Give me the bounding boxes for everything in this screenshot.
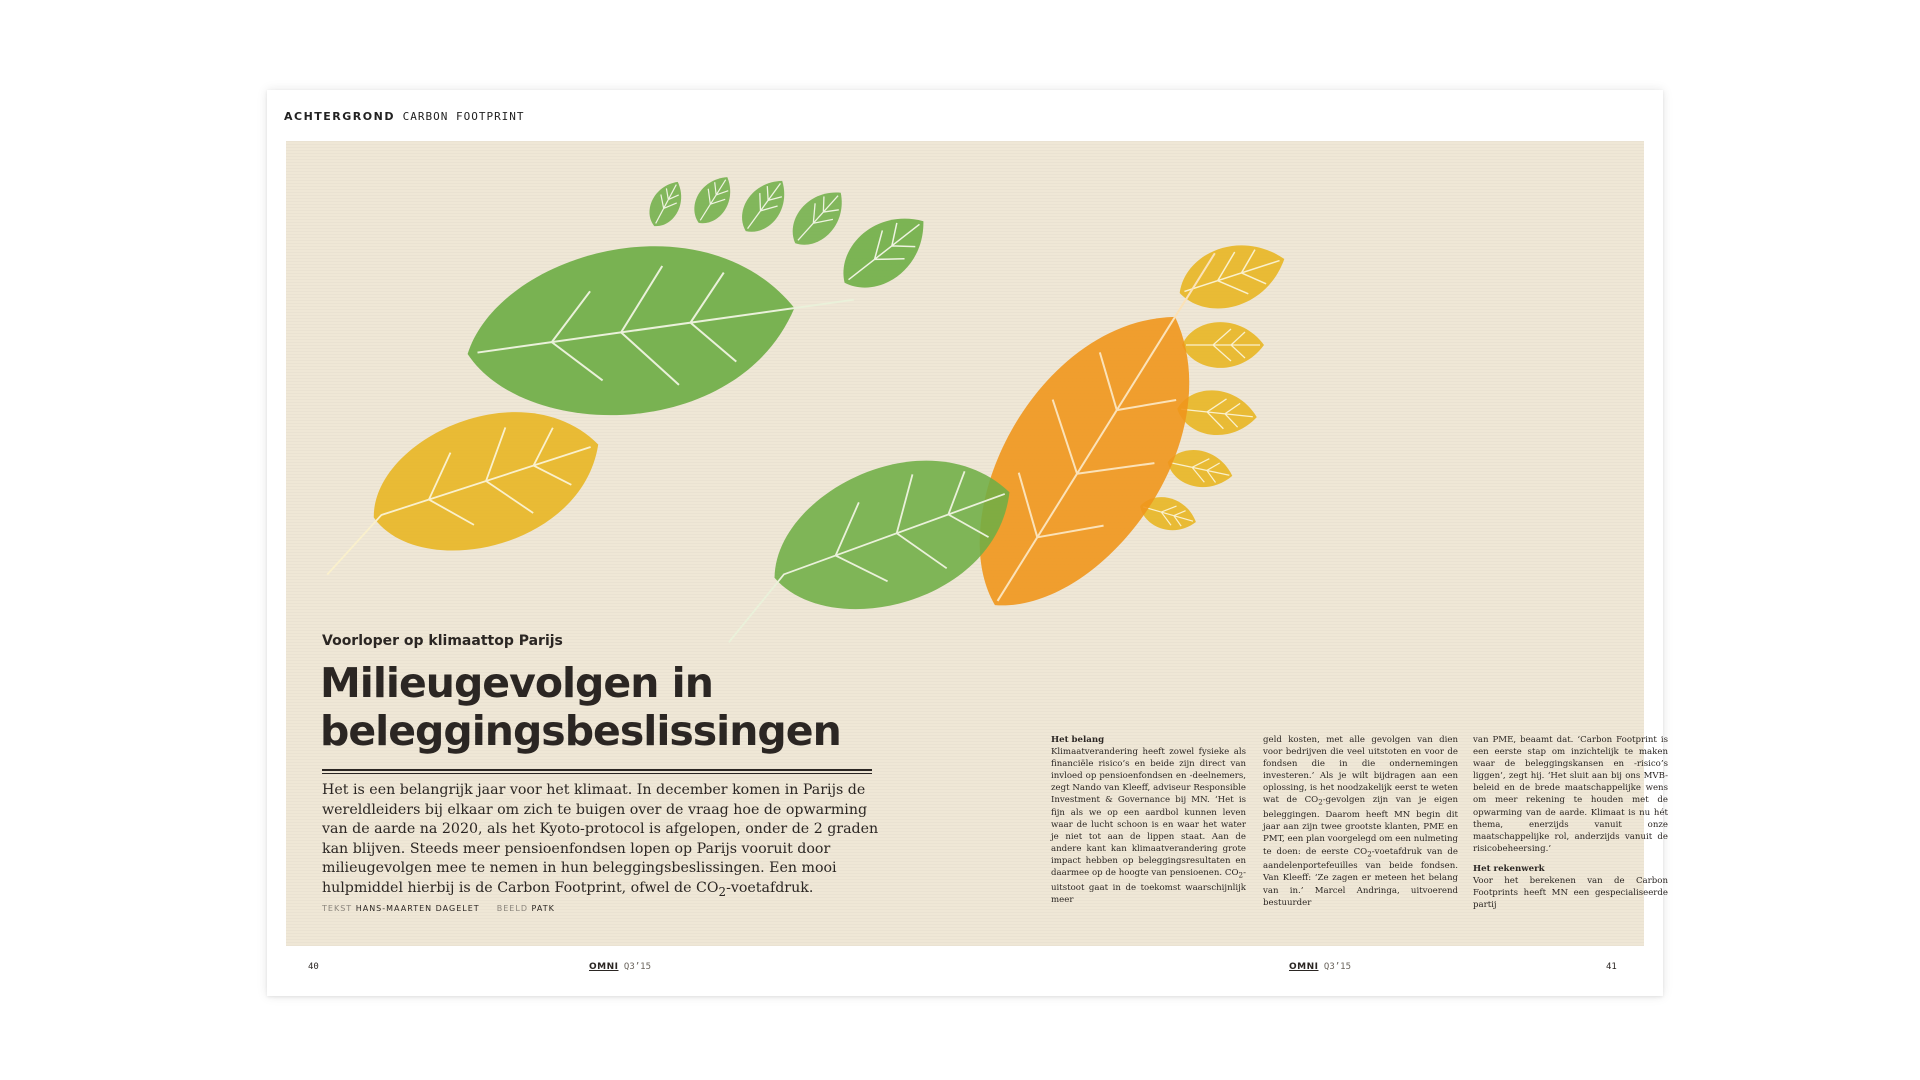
toe-leaf: [642, 175, 690, 232]
body-column-1: [1051, 734, 1246, 906]
body-text: -uitstoot gaat in de toekomst waarschijnlijk meer: [1051, 868, 1246, 905]
illustration-panel: [286, 141, 1668, 946]
footer-brand-left: [589, 962, 651, 972]
toe-leaf: [686, 169, 741, 231]
body-text: -gevolgen zijn van je eigen beleggingen. Daarom heeft MN begin dit jaar aan zijn twee grootste klanten, PME en PMT, een plan voorgelegd om een nulmeting te doen: de eerste CO: [1263, 795, 1459, 857]
heel-leaf-green: [690, 429, 1032, 664]
toe-leaf: [1171, 231, 1294, 321]
lede-text: Het is een belangrijk jaar voor het klimaat. In december komen in Parijs de wereldleiders bij elkaar om zich te buigen over de vraag hoe de opwarming van de aarde na 2020, als het Kyoto-protocol is afgelopen, onder de 2 graden kan blijven. Steeds meer pensioenfondsen lopen op Parijs vooruit door milieugevolgen mee te nemen in hun beleggingsbeslissingen. Een mooi hulpmiddel hierbij is de Carbon Footprint, ofwel de CO: [322, 782, 879, 896]
page-number-left: 40: [308, 962, 319, 972]
credit-image-name: PATK: [531, 904, 555, 913]
credit-image-label: BEELD: [496, 904, 528, 913]
article-credits: [322, 904, 555, 913]
body-subscript: 2: [1238, 870, 1244, 880]
subhead-het-rekenwerk: Het rekenwerk: [1473, 863, 1545, 874]
footer-brand-right: [1289, 962, 1351, 972]
topic-label: CARBON FOOTPRINT: [402, 110, 525, 123]
toe-leaf: [781, 180, 854, 256]
issue-label: Q3’15: [1323, 962, 1352, 972]
heel-leaf-yellow: [295, 384, 618, 598]
body-column-3: [1473, 734, 1668, 911]
credit-text-name: HANS-MAARTEN DAGELET: [355, 904, 480, 913]
body-text: geld kosten, met alle gevolgen van dien voor bedrijven die veel uitstoten en voor de fondsen die in die ondernemingen investeren.’ Als je wilt bijdragen aan een oplossing, is het noodzakelijk eerst te weten wat de CO: [1263, 735, 1458, 806]
body-text: -voetafdruk van de aandelenportefeuilles van beide fondsen. Van Kleeff: ‘Ze zagen er meteen het belang van in.’ Marcel Andringa, uitvoerend bestuurder: [1263, 846, 1458, 908]
subhead-het-belang: Het belang: [1051, 735, 1105, 745]
body-text: Klimaatverandering heeft zowel fysieke als financiële risico’s en beide zijn direct van invloed op pensioenfondsen en -deelnemers, zegt Nando van Kleeff, adviseur Responsible Investment & Governance bij MN. ‘Het is fijn als we op een aardbol kunnen leven waar de lucht schoon is en waar het water je niet tot aan de lippen staat. Aan de andere kant kan klimaatverandering grote impact hebben op beleggingsresultaten en daarmee op de hoogte van pensioenen. CO: [1051, 747, 1246, 879]
article-lede: [322, 781, 882, 902]
section-label: ACHTERGROND: [284, 110, 395, 123]
lede-subscript: 2: [718, 884, 727, 899]
body-paragraph: van PME, beaamt dat. ‘Carbon Footprint is een eerste stap om inzichtelijk te maken waar de beleggingskansen en -risico’s liggen’, zegt hij. ‘Het sluit aan bij ons MVB-beleid en de brede maatschappelijke wens om meer rekening te houden met de opwarming van de aarde. Klimaat is nu hét thema, enerzijds vanuit onze maatschappelijke rol, anderzijds vanuit de risicobeheersing.’: [1473, 735, 1668, 854]
lede-text-end: -voetafdruk.: [726, 879, 814, 896]
headline-rule-thin: [322, 773, 872, 774]
toe-leaf: [828, 200, 941, 305]
body-column-2: [1263, 734, 1458, 909]
sole-leaf-green: [456, 218, 865, 436]
headline-rule: [322, 769, 872, 771]
body-paragraph: [1263, 734, 1458, 909]
page-number-right: 41: [1606, 962, 1617, 972]
body-paragraph: [1051, 746, 1246, 906]
brand-label: OMNI: [589, 962, 619, 972]
brand-label: OMNI: [1289, 962, 1319, 972]
toe-leaf: [732, 171, 796, 241]
credit-text-label: TEKST: [322, 904, 353, 913]
magazine-spread: [267, 90, 1668, 996]
body-subscript: 2: [1367, 849, 1372, 859]
body-paragraph: Voor het berekenen van de Carbon Footprints heeft MN een gespecialiseerde partij: [1473, 876, 1668, 911]
section-header: [284, 110, 525, 123]
article-headline: Milieugevolgen in beleggingsbeslissingen: [320, 659, 841, 755]
article-kicker: Voorloper op klimaattop Parijs: [322, 633, 563, 649]
toe-leaf: [1182, 322, 1264, 368]
issue-label: Q3’15: [623, 962, 652, 972]
body-subscript: 2: [1318, 798, 1323, 808]
